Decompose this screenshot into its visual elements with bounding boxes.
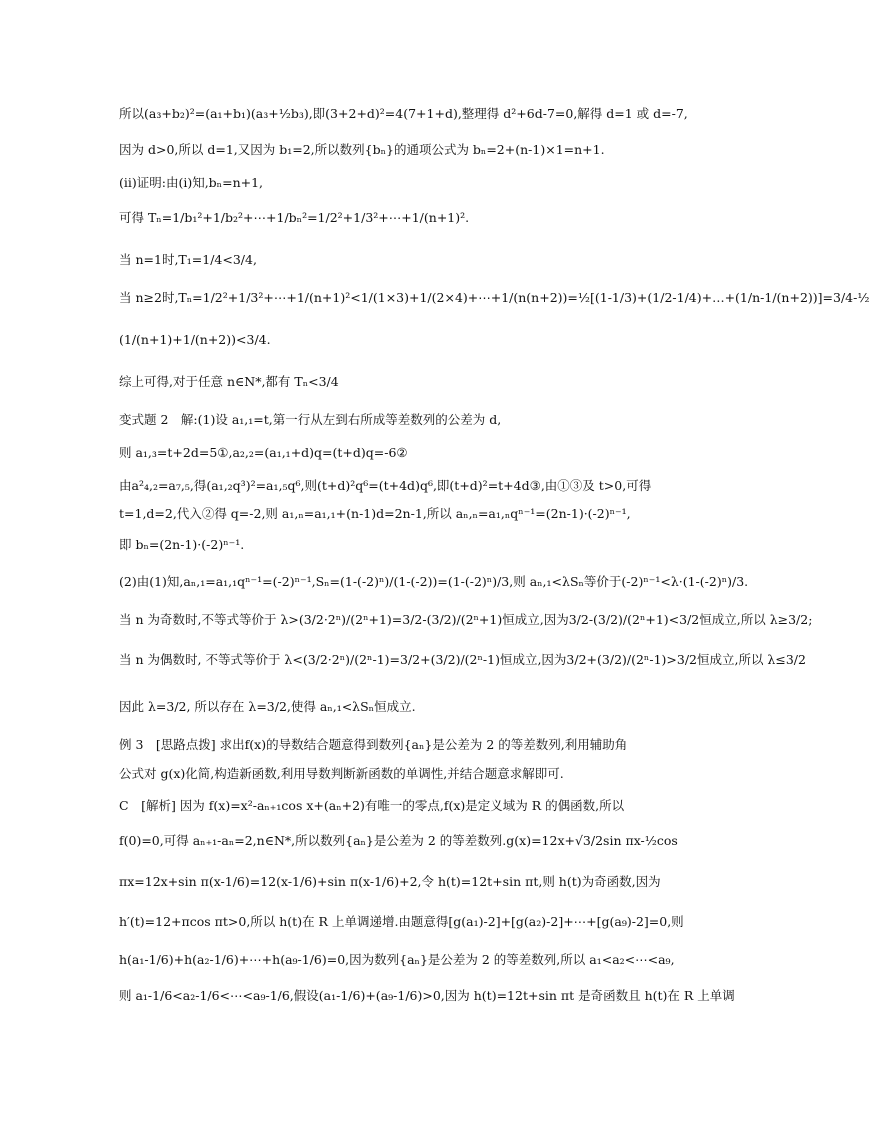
text-line: t=1,d=2,代入②得 q=-2,则 a₁,ₙ=a₁,₁+(n-1)d=2n-1,所以 aₙ,ₙ=a₁,ₙqⁿ⁻¹=(2n-1)·(-2)ⁿ⁻¹, (119, 506, 631, 521)
text-line: f(0)=0,可得 aₙ₊₁-aₙ=2,n∈N*,所以数列{aₙ}是公差为 2 的等差数列.g(x)=12x+√3/2sin πx-½cos (119, 833, 678, 848)
text-line: h(a₁-1/6)+h(a₂-1/6)+⋯+h(a₉-1/6)=0,因为数列{aₙ}是公差为 2 的等差数列,所以 a₁<a₂<⋯<a₉, (119, 952, 675, 967)
text-line: 综上可得,对于任意 n∈N*,都有 Tₙ<3/4 (119, 374, 339, 389)
text-line: 因此 λ=3/2, 所以存在 λ=3/2,使得 aₙ,₁<λSₙ恒成立. (119, 699, 416, 714)
text-line: 则 a₁,₃=t+2d=5①,a₂,₂=(a₁,₁+d)q=(t+d)q=-6② (119, 445, 408, 460)
text-line: 变式题 2 解:(1)设 a₁,₁=t,第一行从左到右所成等差数列的公差为 d, (119, 412, 502, 427)
text-line: 当 n 为偶数时, 不等式等价于 λ<(3/2·2ⁿ)/(2ⁿ-1)=3/2+(3/2)/(2ⁿ-1)恒成立,因为3/2+(3/2)/(2ⁿ-1)>3/2恒成立,所以 λ≤3/2 (119, 652, 806, 667)
text-line: 可得 Tₙ=1/b₁²+1/b₂²+⋯+1/bₙ²=1/2²+1/3²+⋯+1/(n+1)². (119, 210, 470, 225)
text-line: 当 n 为奇数时,不等式等价于 λ>(3/2·2ⁿ)/(2ⁿ+1)=3/2-(3/2)/(2ⁿ+1)恒成立,因为3/2-(3/2)/(2ⁿ+1)<3/2恒成立,所以 λ≥3/2; (119, 612, 813, 627)
text-line: 则 a₁-1/6<a₂-1/6<⋯<a₉-1/6,假设(a₁-1/6)+(a₉-1/6)>0,因为 h(t)=12t+sin πt 是奇函数且 h(t)在 R 上单调 (119, 988, 735, 1003)
text-line: C [解析] 因为 f(x)=x²-aₙ₊₁cos x+(aₙ+2)有唯一的零点,f(x)是定义域为 R 的偶函数,所以 (119, 798, 625, 813)
text-line: 当 n≥2时,Tₙ=1/2²+1/3²+⋯+1/(n+1)²<1/(1×3)+1/(2×4)+⋯+1/(n(n+2))=½[(1-1/3)+(1/2-1/4)+…+(1/n-1/(n+2))]=3/4-½ (119, 290, 869, 305)
text-line: (2)由(1)知,aₙ,₁=a₁,₁qⁿ⁻¹=(-2)ⁿ⁻¹,Sₙ=(1-(-2)ⁿ)/(1-(-2))=(1-(-2)ⁿ)/3,则 aₙ,₁<λSₙ等价于(-2)ⁿ⁻¹<λ·(1-(-2)ⁿ)/3. (119, 574, 749, 589)
text-line: 例 3 [思路点拨] 求出f(x)的导数结合题意得到数列{aₙ}是公差为 2 的等差数列,利用辅助角 (119, 737, 628, 752)
text-line: h′(t)=12+πcos πt>0,所以 h(t)在 R 上单调递增.由题意得[g(a₁)-2]+[g(a₂)-2]+⋯+[g(a₉)-2]=0,则 (119, 914, 684, 929)
text-line: πx=12x+sin π(x-1/6)=12(x-1/6)+sin π(x-1/6)+2,令 h(t)=12t+sin πt,则 h(t)为奇函数,因为 (119, 874, 661, 889)
text-line: 所以(a₃+b₂)²=(a₁+b₁)(a₃+½b₃),即(3+2+d)²=4(7+1+d),整理得 d²+6d-7=0,解得 d=1 或 d=-7, (119, 106, 688, 121)
text-line: 当 n=1时,T₁=1/4<3/4, (119, 252, 257, 267)
text-line: 公式对 g(x)化简,构造新函数,利用导数判断新函数的单调性,并结合题意求解即可. (119, 766, 564, 781)
text-line: (ii)证明:由(i)知,bₙ=n+1, (119, 175, 264, 190)
text-line: (1/(n+1)+1/(n+2))<3/4. (119, 332, 271, 347)
text-line: 即 bₙ=(2n-1)·(-2)ⁿ⁻¹. (119, 537, 245, 552)
text-line: 由a²₄,₂=a₇,₅,得(a₁,₂q³)²=a₁,₅q⁶,则(t+d)²q⁶=(t+4d)q⁶,即(t+d)²=t+4d③,由①③及 t>0,可得 (119, 478, 652, 493)
text-line: 因为 d>0,所以 d=1,又因为 b₁=2,所以数列{bₙ}的通项公式为 bₙ=2+(n-1)×1=n+1. (119, 142, 605, 157)
